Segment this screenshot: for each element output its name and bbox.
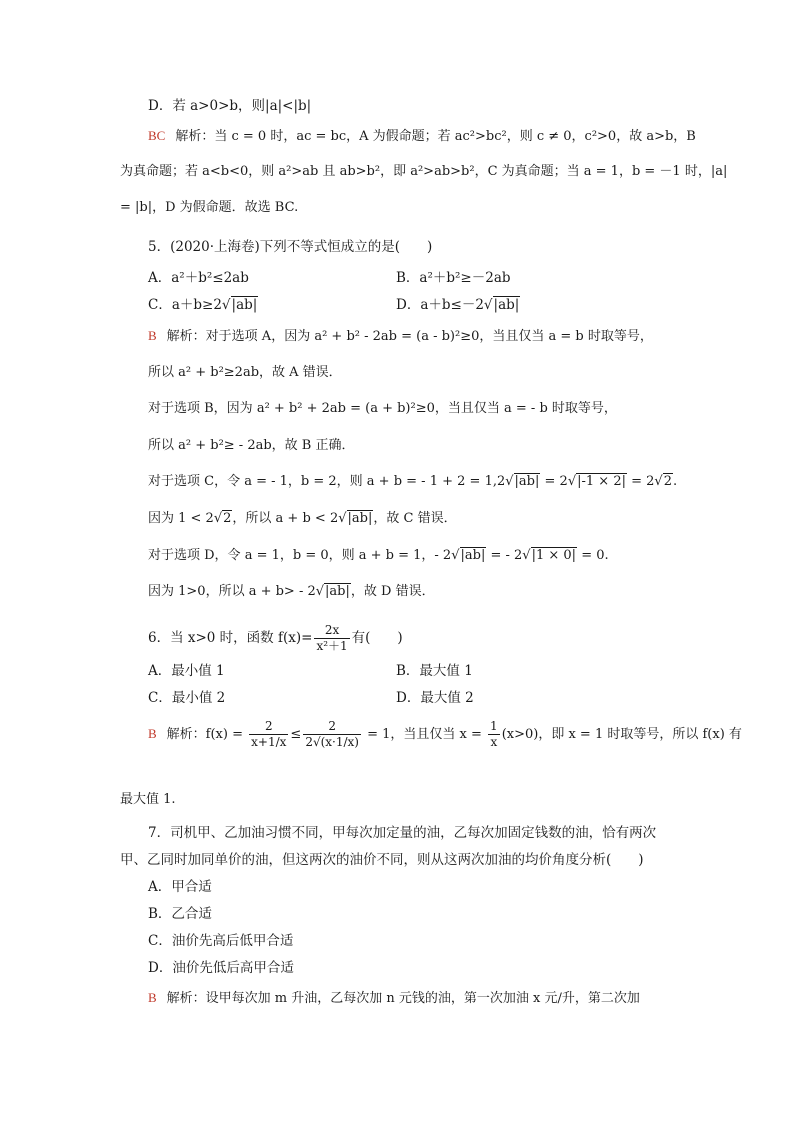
q5-solution-line-1: [148, 326, 653, 347]
q6-sol-pre: 解析：f(x) =: [166, 727, 248, 742]
q7-option-c: C．油价先高后低甲合适: [148, 933, 294, 949]
q7-solution-line-1: [148, 988, 640, 1009]
q5-s6-rad1: 2: [223, 511, 232, 526]
q6-solution-line-1: [148, 716, 742, 753]
q4-option-d: D．若 a>0>b，则|a|<|b|: [148, 98, 312, 114]
sqrt-icon: √: [213, 511, 223, 526]
q6-option-d: D．最大值 2: [396, 690, 474, 706]
sqrt-icon: √: [451, 548, 460, 563]
q5-s7-end: = 0.: [577, 548, 609, 563]
q6-option-a: A．最小值 1: [148, 663, 225, 679]
q6-f1-num: 2: [249, 719, 288, 735]
q5-option-d-text: D．a＋b≤－2: [396, 297, 484, 313]
q5-option-c-text: C．a＋b≥2: [148, 297, 222, 313]
q5-answer: B: [148, 328, 157, 343]
sqrt-icon: √: [221, 297, 231, 313]
q5-stem: 5．(2020·上海卷)下列不等式恒成立的是( ): [148, 239, 433, 255]
q5-option-d: [396, 295, 520, 315]
sqrt-icon: √: [522, 548, 531, 563]
q5-s8-end: ，故 D 错误．: [350, 584, 435, 599]
q6-answer: B: [148, 726, 157, 741]
q6-option-b: B．最大值 1: [396, 663, 473, 679]
q5-s7-pre: 对于选项 D，令 a = 1，b = 0，则 a + b = 1，- 2: [148, 548, 452, 563]
q6-stem: [148, 620, 403, 656]
q5-s5-mid2: = 2: [626, 474, 655, 489]
q4-solution-line-3: = |b|，D 为假命题．故选 BC.: [120, 200, 299, 215]
q6-option-c: C．最小值 2: [148, 690, 226, 706]
sqrt-icon: √: [654, 474, 663, 489]
q5-option-c: [148, 295, 258, 315]
sqrt-icon: √: [338, 511, 347, 526]
q7-stem-line-2: 甲、乙同时加同单价的油，但这两次的油价不同，则从这两次加油的均价角度分析( ): [120, 852, 644, 868]
q4-answer: BC: [148, 128, 166, 143]
q5-s7-mid: = - 2: [486, 548, 523, 563]
q5-solution-line-3: 对于选项 B，因为 a² + b² + 2ab = (a + b)²≥0，当且仅当 a = - b 时取等号，: [148, 401, 617, 416]
q5-s5-mid: = 2: [540, 474, 568, 489]
q7-answer: B: [148, 990, 157, 1005]
q6-sol-frac-3: [488, 719, 500, 750]
q6-frac-den: x²＋1: [316, 639, 348, 653]
q6-frac-num: 2x: [314, 623, 349, 639]
q5-solution-line-6: [148, 509, 457, 529]
q4-solution-text-1: 解析：当 c = 0 时，ac = bc，A 为假命题；若 ac²>bc²，则 c ≠ 0，c²>0，故 a>b，B: [175, 129, 696, 144]
q6-stem-fraction: [314, 623, 349, 654]
q5-s5-rad1: |ab|: [514, 474, 540, 489]
q6-f2-den: 2√(x·1/x): [305, 735, 359, 749]
q5-s5-pre: 对于选项 C，令 a = - 1，b = 2，则 a + b = - 1 + 2 = 1,2: [148, 474, 506, 489]
q5-solution-text-1: 解析：对于选项 A，因为 a² + b² - 2ab = (a - b)²≥0，当且仅当 a = b 时取等号，: [166, 329, 653, 344]
q6-leq: ≤: [290, 727, 302, 742]
q7-option-d: D．油价先低后高甲合适: [148, 960, 294, 976]
q6-stem-pre: 6．当 x>0 时，函数 f(x)=: [148, 630, 313, 646]
q5-solution-line-7: [148, 546, 609, 566]
q6-stem-post: 有( ): [351, 630, 403, 646]
q5-s8-pre: 因为 1>0，所以 a + b> - 2: [148, 584, 316, 599]
sqrt-icon: √: [505, 474, 514, 489]
q6-f1-den: x+1/x: [251, 735, 287, 749]
q5-s6-rad2: |ab|: [347, 511, 373, 526]
q5-option-a: A．a²＋b²≤2ab: [148, 270, 249, 286]
q4-solution-line-1: [148, 126, 696, 147]
q5-solution-line-5: [148, 472, 677, 492]
q5-option-c-radicand: |ab|: [231, 297, 258, 313]
q5-s6-mid: ，所以 a + b < 2: [232, 511, 339, 526]
sqrt-icon: √: [315, 584, 325, 599]
q5-s6-end: ，故 C 错误．: [373, 511, 457, 526]
sqrt-icon: √: [483, 297, 493, 313]
sqrt-icon: √: [567, 474, 577, 489]
q6-f2-num: 2: [303, 719, 361, 735]
q7-option-b: B．乙合适: [148, 906, 212, 922]
q6-solution-line-2: 最大值 1.: [120, 792, 176, 807]
q6-f3-den: x: [490, 735, 498, 749]
q6-sol-frac-2: [303, 719, 361, 750]
q4-solution-line-2: 为真命题；若 a<b<0，则 a²>ab 且 ab>b²，即 a²>ab>b²，C 为真命题；当 a = 1，b = －1 时，|a|: [120, 164, 728, 179]
q5-s5-rad3: 2: [663, 474, 672, 489]
q6-sol-mid: = 1，当且仅当 x =: [362, 727, 487, 742]
q5-option-d-radicand: |ab|: [493, 297, 520, 313]
q6-sol-end: (x>0)，即 x = 1 时取等号，所以 f(x) 有: [501, 727, 742, 742]
q7-stem-line-1: 7．司机甲、乙加油习惯不同，甲每次加定量的油，乙每次加固定钱数的油，恰有两次: [148, 825, 657, 841]
q7-option-a: A．甲合适: [148, 879, 212, 895]
q5-s6-pre: 因为 1 < 2: [148, 511, 214, 526]
q5-option-b: B．a²＋b²≥－2ab: [396, 270, 511, 286]
q5-s5-end: .: [673, 474, 678, 489]
q6-sol-frac-1: [249, 719, 288, 750]
q6-f3-num: 1: [490, 719, 498, 733]
q7-solution-text: 解析：设甲每次加 m 升油，乙每次加 n 元钱的油，第一次加油 x 元/升，第二次加: [166, 991, 640, 1006]
q5-solution-line-2: 所以 a² + b²≥2ab，故 A 错误．: [148, 365, 342, 380]
q5-s5-rad2: |-1 × 2|: [577, 474, 626, 489]
q5-s7-rad2: |1 × 0|: [531, 548, 577, 563]
q5-solution-line-4: 所以 a² + b²≥ - 2ab，故 B 正确．: [148, 438, 355, 453]
q5-solution-line-8: [148, 582, 435, 602]
q5-s7-rad1: |ab|: [460, 548, 486, 563]
q5-s8-rad1: |ab|: [325, 584, 350, 599]
